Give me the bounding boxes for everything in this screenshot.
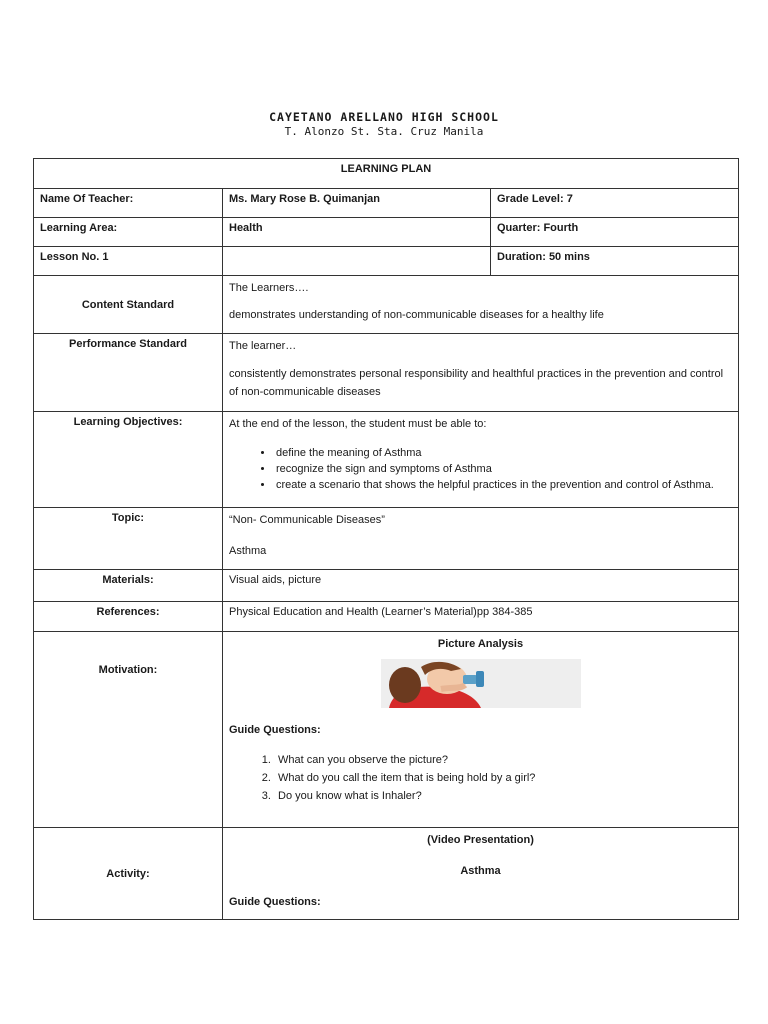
list-item: • create a scenario that shows the helpful practices in the prevention and control of Asthma. [274,477,732,493]
duration: Duration: 50 mins [491,247,739,276]
grade-level: Grade Level: 7 [491,189,739,218]
content-standard-row [34,276,739,334]
topic-label: Topic: [34,508,223,570]
list-item: • recognize the sign and symptoms of Asthma [274,461,732,477]
plan-title: LEARNING PLAN [34,159,739,189]
activity-subheading: Asthma [460,865,501,877]
learning-plan-table [33,158,739,920]
teacher-row [34,189,739,218]
lesson-row [34,247,739,276]
teacher-value: Ms. Mary Rose B. Quimanjan [223,189,491,218]
motivation-guide-label: Guide Questions: [229,724,321,736]
objectives-value [223,412,739,508]
performance-standard-line1: The learner… [229,340,297,352]
content-standard-value [223,276,739,334]
objectives-list [229,445,732,493]
performance-standard-row [34,334,739,412]
lesson-blank [223,247,491,276]
teacher-label: Name Of Teacher: [34,189,223,218]
materials-value: Visual aids, picture [223,570,739,602]
activity-guide-label: Guide Questions: [229,896,321,908]
activity-label: Activity: [34,828,223,920]
school-address: T. Alonzo St. Sta. Cruz Manila [284,125,484,138]
motivation-questions [229,751,732,805]
activity-heading: (Video Presentation) [427,834,534,846]
references-label: References: [34,602,223,632]
activity-row [34,828,739,920]
area-value: Health [223,218,491,247]
objectives-label: Learning Objectives: [34,412,223,508]
list-item: • define the meaning of Asthma [274,445,732,461]
list-item: 3. Do you know what is Inhaler? [274,787,732,805]
quarter: Quarter: Fourth [491,218,739,247]
materials-label: Materials: [34,570,223,602]
performance-standard-line2: consistently demonstrates personal responsibility and healthful practices in the prevention and control of non-communicable diseases [229,368,724,398]
motivation-heading: Picture Analysis [437,638,524,650]
area-label: Learning Area: [34,218,223,247]
topic-row [34,508,739,570]
girl-with-inhaler-image [381,659,581,708]
school-name: CAYETANO ARELLANO HIGH SCHOOL [269,110,499,124]
motivation-label: Motivation: [34,632,223,828]
title-row [34,159,739,189]
area-row [34,218,739,247]
performance-standard-label: Performance Standard [34,334,223,412]
list-item: 1. What can you observe the picture? [274,751,732,769]
objectives-intro: At the end of the lesson, the student must be able to: [229,418,487,430]
topic-line1: “Non- Communicable Diseases” [229,514,385,526]
content-standard-label: Content Standard [34,276,223,334]
references-value: Physical Education and Health (Learner’s Material)pp 384-385 [223,602,739,632]
lesson-label: Lesson No. 1 [34,247,223,276]
performance-standard-value [223,334,739,412]
references-row [34,602,739,632]
motivation-row [34,632,739,828]
topic-value [223,508,739,570]
objectives-row [34,412,739,508]
activity-value [223,828,739,920]
motivation-value [223,632,739,828]
content-standard-line1: The Learners…. [229,282,309,294]
topic-line2: Asthma [229,545,267,557]
content-standard-line2: demonstrates understanding of non-communicable diseases for a healthy life [229,309,604,321]
materials-row [34,570,739,602]
asthma-inhaler-photo [381,659,581,708]
list-item: 2. What do you call the item that is being hold by a girl? [274,769,732,787]
